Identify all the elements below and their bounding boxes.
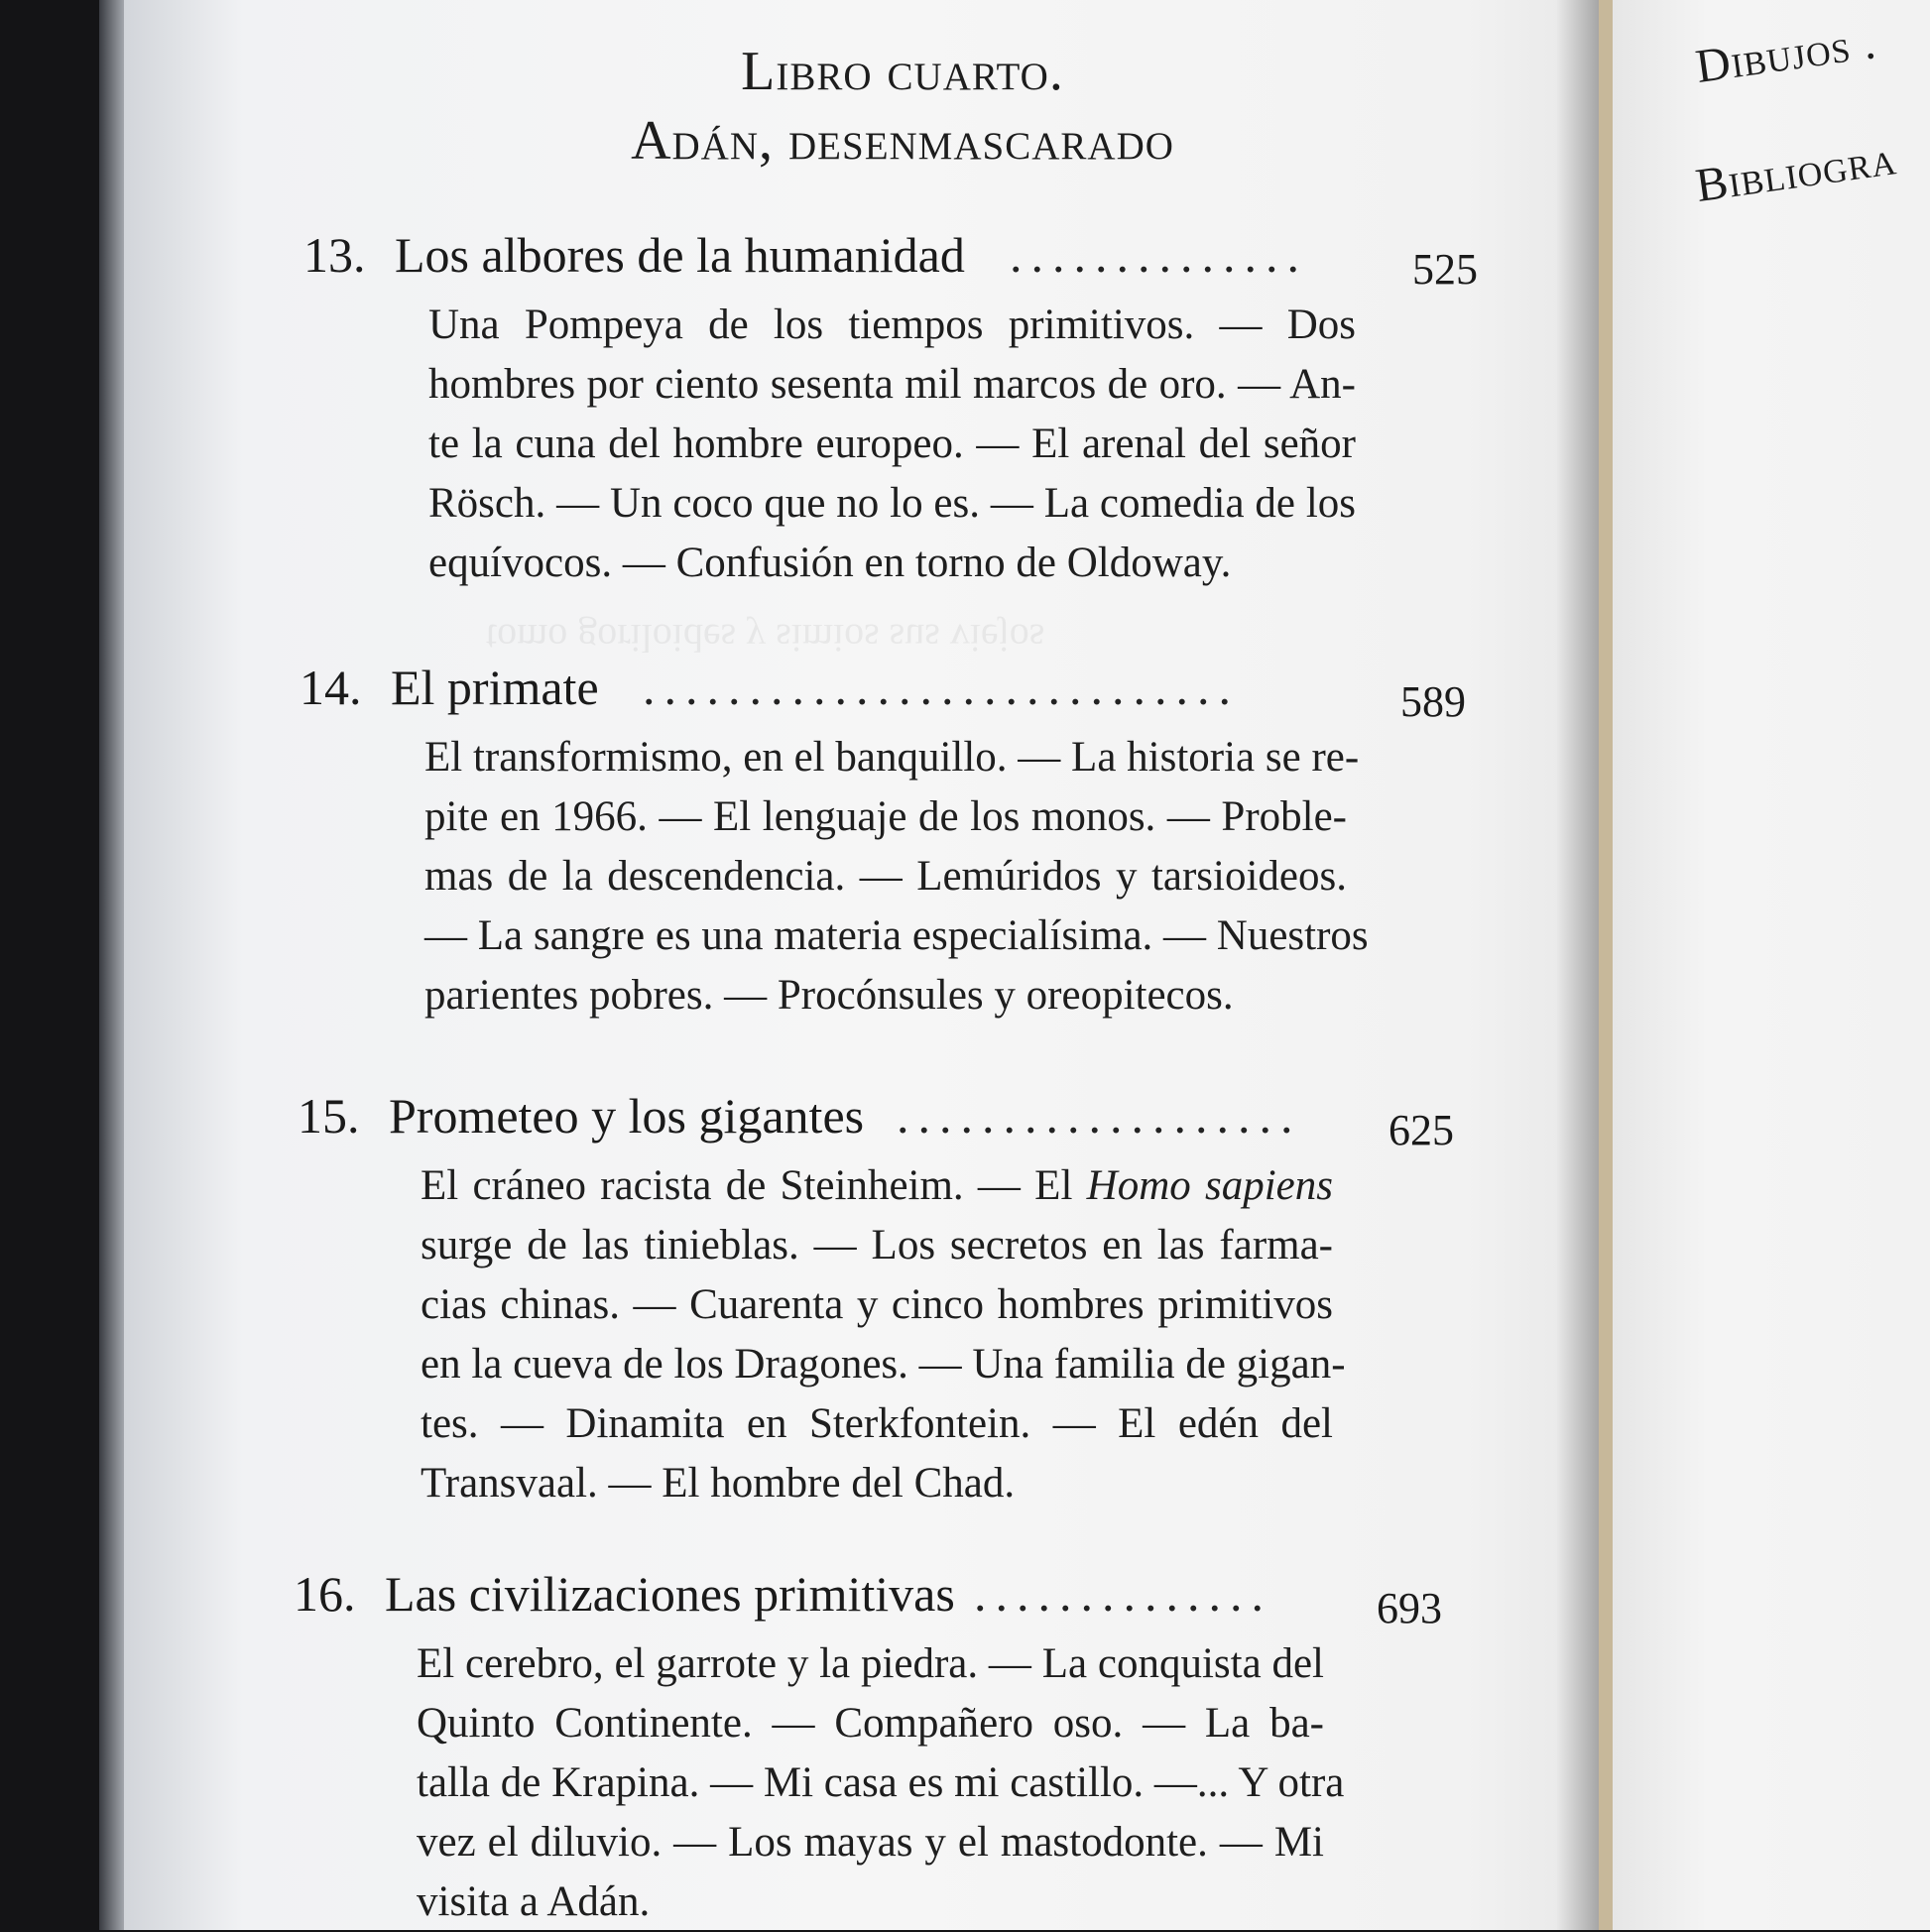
- right-page-heading-dibujos: Dibujos .: [1692, 16, 1880, 94]
- chapter-number: 13.: [303, 227, 366, 283]
- chapter-summary-15: [421, 1156, 1346, 1513]
- summary-line: — La sangre es una materia especialísima. — Nuestros: [424, 912, 1369, 959]
- summary-line: en la cueva de los Dragones. — Una familia de gigan-: [421, 1341, 1346, 1388]
- summary-line: tes. — Dinamita en Sterkfontein. — El edén del: [421, 1400, 1333, 1447]
- page-number: 625: [1388, 1106, 1454, 1154]
- page-number: 525: [1412, 245, 1478, 294]
- summary-line: Rösch. — Un coco que no lo es. — La comedia de los: [428, 480, 1356, 527]
- summary-line: parientes pobres. — Procónsules y oreopitecos.: [424, 972, 1234, 1019]
- italic-term: Homo sapiens: [1086, 1162, 1333, 1209]
- summary-line: te la cuna del hombre europeo. — El arenal del señor: [428, 421, 1356, 467]
- summary-line: El cerebro, el garrote y la piedra. — La conquista del: [417, 1640, 1324, 1687]
- summary-line: equívocos. — Confusión en torno de Oldoway.: [428, 540, 1232, 586]
- leader-dots: ...................: [897, 1088, 1302, 1144]
- leader-dots: ..............: [1010, 227, 1308, 283]
- summary-line: vez el diluvio. — Los mayas y el mastodonte. — Mi: [417, 1819, 1324, 1866]
- leader-dots: ............................: [643, 660, 1240, 715]
- book-section-title-line2: Adán, desenmascarado: [631, 110, 1174, 172]
- chapter-title: Prometeo y los gigantes: [389, 1088, 865, 1144]
- summary-line: [421, 1156, 1333, 1216]
- summary-line: hombres por ciento sesenta mil marcos de oro. — An-: [428, 361, 1356, 408]
- summary-line: surge de las tinieblas. — Los secretos en las farma-: [421, 1222, 1333, 1268]
- chapter-title: Los albores de la humanidad: [395, 227, 965, 283]
- bleed-through-text: tomo goriloides y simios sus viejos: [486, 616, 1045, 661]
- toc-entry-15[interactable]: [298, 1087, 1478, 1156]
- summary-line: Una Pompeya de los tiempos primitivos. — Dos: [428, 302, 1356, 348]
- book-section-title-line1: Libro cuarto.: [741, 41, 1064, 102]
- summary-line: visita a Adán.: [417, 1878, 651, 1925]
- chapter-summary-13: [428, 296, 1356, 593]
- leader-dots: ..............: [974, 1566, 1272, 1622]
- summary-line: talla de Krapina. — Mi casa es mi castillo. —... Y otra: [417, 1759, 1345, 1806]
- right-page-heading-bibliografia: Bibliogra: [1692, 132, 1900, 213]
- chapter-title: El primate: [391, 660, 599, 715]
- page-number: 589: [1400, 677, 1466, 726]
- summary-line: El transformismo, en el banquillo. — La historia se re-: [424, 734, 1360, 781]
- chapter-number: 15.: [298, 1088, 360, 1144]
- summary-line: Transvaal. — El hombre del Chad.: [421, 1460, 1016, 1507]
- chapter-title: Las civilizaciones primitivas: [385, 1566, 955, 1622]
- summary-line: mas de la descendencia. — Lemúridos y tarsioideos.: [424, 853, 1347, 900]
- toc-entry-14[interactable]: [300, 659, 1480, 728]
- chapter-number: 14.: [300, 660, 362, 715]
- chapter-summary-16: [417, 1634, 1345, 1932]
- summary-line: pite en 1966. — El lenguaje de los monos. — Proble-: [424, 793, 1347, 840]
- chapter-summary-14: [424, 728, 1369, 1026]
- toc-entry-16[interactable]: [294, 1565, 1474, 1634]
- summary-line: cias chinas. — Cuarenta y cinco hombres primitivos: [421, 1281, 1333, 1328]
- summary-line: Quinto Continente. — Compañero oso. — La ba-: [417, 1700, 1324, 1747]
- summary-text: El cráneo racista de Steinheim. — El: [421, 1162, 1087, 1209]
- page-number: 693: [1377, 1584, 1442, 1632]
- chapter-number: 16.: [294, 1566, 356, 1622]
- toc-entry-13[interactable]: [303, 226, 1484, 296]
